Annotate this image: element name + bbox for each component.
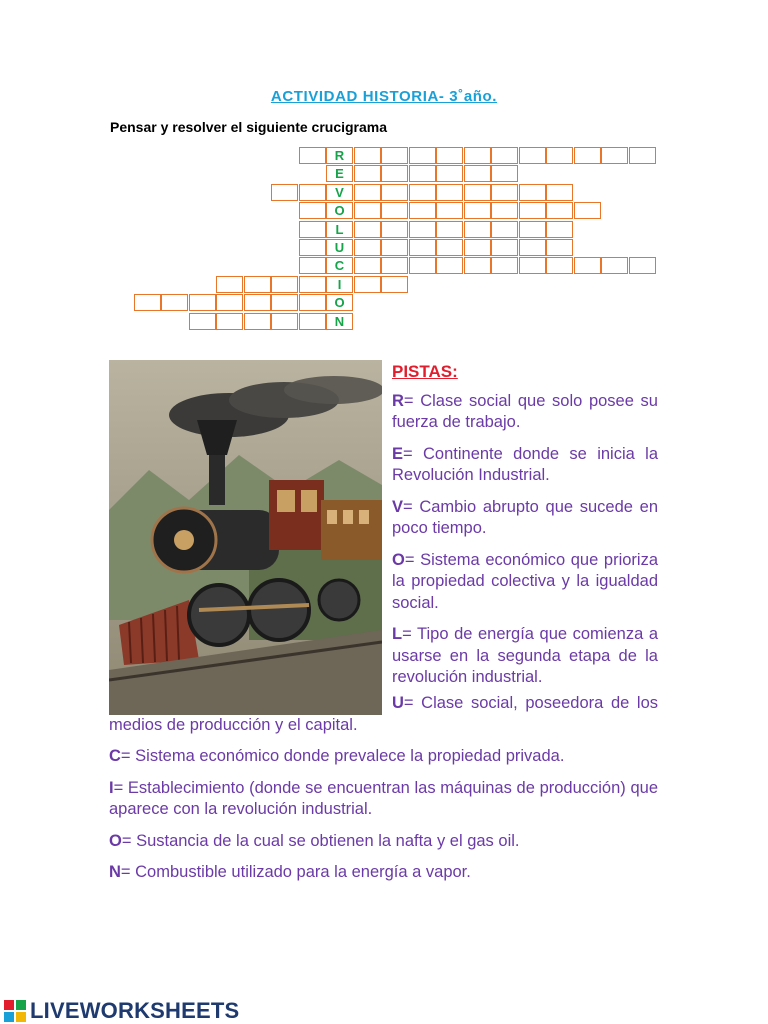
answer-cell[interactable] (271, 184, 298, 201)
answer-cell[interactable] (299, 202, 326, 219)
page-title: ACTIVIDAD HISTORIA- 3˚año. (270, 88, 498, 105)
answer-cell[interactable] (381, 165, 408, 182)
answer-cell[interactable] (354, 147, 381, 164)
answer-cell[interactable] (629, 147, 656, 164)
key-letter: N (334, 314, 345, 329)
key-letter: O (334, 203, 345, 218)
answer-cell[interactable] (491, 257, 518, 274)
answer-cell[interactable] (381, 221, 408, 238)
locomotive-image (109, 360, 382, 715)
answer-cell[interactable] (134, 294, 161, 311)
answer-cell[interactable] (574, 202, 601, 219)
answer-cell[interactable] (491, 221, 518, 238)
answer-cell[interactable] (574, 257, 601, 274)
answer-cell[interactable] (491, 239, 518, 256)
answer-cell[interactable] (491, 165, 518, 182)
answer-cell[interactable] (519, 257, 546, 274)
answer-cell[interactable] (464, 165, 491, 182)
answer-cell[interactable] (381, 202, 408, 219)
answer-cell[interactable] (491, 147, 518, 164)
answer-cell[interactable] (546, 257, 573, 274)
answer-cell[interactable] (491, 202, 518, 219)
answer-cell[interactable] (409, 184, 436, 201)
answer-cell[interactable] (381, 276, 408, 293)
answer-cell[interactable] (519, 221, 546, 238)
answer-cell[interactable] (354, 276, 381, 293)
answer-cell[interactable] (299, 257, 326, 274)
key-letter: I (337, 277, 342, 292)
answer-cell[interactable] (381, 184, 408, 201)
answer-cell[interactable] (299, 239, 326, 256)
answer-cell[interactable] (436, 184, 463, 201)
answer-cell[interactable] (546, 147, 573, 164)
answer-cell[interactable] (409, 221, 436, 238)
answer-cell[interactable] (546, 184, 573, 201)
answer-cell[interactable] (436, 257, 463, 274)
key-letter: U (334, 240, 345, 255)
answer-cell[interactable] (409, 239, 436, 256)
answer-cell[interactable] (519, 239, 546, 256)
answer-cell[interactable] (464, 239, 491, 256)
clue-item: O= Sustancia de la cual se obtienen la nafta y el gas oil. (109, 831, 520, 850)
answer-cell[interactable] (546, 221, 573, 238)
answer-cell[interactable] (244, 276, 271, 293)
clue-item: C= Sistema económico donde prevalece la propiedad privada. (109, 747, 565, 765)
answer-cell[interactable] (519, 147, 546, 164)
answer-cell[interactable] (161, 294, 188, 311)
answer-cell[interactable] (409, 202, 436, 219)
answer-cell[interactable] (464, 147, 491, 164)
answer-cell[interactable] (409, 257, 436, 274)
answer-cell[interactable] (354, 257, 381, 274)
clue-item: V= Cambio abrupto que sucede en poco tiempo. (392, 497, 658, 537)
clue-item: L= Tipo de energía que comienza a usarse en la segunda etapa de la revolución industrial. (392, 625, 658, 686)
key-letter: L (335, 222, 344, 237)
instruction-text: Pensar y resolver el siguiente crucigrama (110, 119, 388, 135)
liveworksheets-logo[interactable] (4, 998, 239, 1024)
answer-cell[interactable] (299, 184, 326, 201)
answer-cell[interactable] (436, 147, 463, 164)
answer-cell[interactable] (299, 276, 326, 293)
answer-cell[interactable] (464, 184, 491, 201)
answer-cell[interactable] (546, 202, 573, 219)
key-letter: V (335, 185, 344, 200)
answer-cell[interactable] (409, 147, 436, 164)
answer-cell[interactable] (299, 294, 326, 311)
crossword-grid (0, 0, 768, 340)
answer-cell[interactable] (491, 184, 518, 201)
answer-cell[interactable] (436, 221, 463, 238)
clue-item: U= Clase social, poseedora de los medios de producción y el capital. (109, 694, 658, 734)
key-letter: C (334, 258, 345, 273)
answer-cell[interactable] (354, 184, 381, 201)
answer-cell[interactable] (299, 221, 326, 238)
answer-cell[interactable] (464, 202, 491, 219)
answer-cell[interactable] (244, 294, 271, 311)
clues-heading: PISTAS: (392, 362, 458, 381)
answer-cell[interactable] (436, 165, 463, 182)
answer-cell[interactable] (464, 221, 491, 238)
answer-cell[interactable] (601, 257, 628, 274)
clue-item: E= Continente donde se inicia la Revolución Industrial. (392, 444, 658, 484)
answer-cell[interactable] (216, 313, 243, 330)
key-letter: E (335, 166, 344, 181)
answer-cell[interactable] (271, 294, 298, 311)
clue-item: I= Establecimiento (donde se encuentran las máquinas de producción) que aparece con la revolución industrial. (109, 778, 658, 818)
answer-cell[interactable] (216, 276, 243, 293)
answer-cell[interactable] (381, 257, 408, 274)
answer-cell[interactable] (271, 276, 298, 293)
answer-cell[interactable] (436, 202, 463, 219)
answer-cell[interactable] (464, 257, 491, 274)
answer-cell[interactable] (381, 147, 408, 164)
answer-cell[interactable] (189, 294, 216, 311)
answer-cell[interactable] (271, 313, 298, 330)
answer-cell[interactable] (629, 257, 656, 274)
key-letter: R (334, 148, 345, 163)
answer-cell[interactable] (519, 202, 546, 219)
answer-cell[interactable] (216, 294, 243, 311)
answer-cell[interactable] (354, 202, 381, 219)
answer-cell[interactable] (299, 313, 326, 330)
logo-icon (4, 1000, 26, 1022)
answer-cell[interactable] (519, 184, 546, 201)
answer-cell[interactable] (436, 239, 463, 256)
answer-cell[interactable] (354, 239, 381, 256)
key-letter: O (334, 295, 345, 310)
clue-item: R= Clase social que solo posee su fuerza de trabajo. (392, 391, 658, 431)
answer-cell[interactable] (354, 165, 381, 182)
clue-item: O= Sistema económico que prioriza la propiedad colectiva y la igualdad social. (392, 550, 658, 612)
answer-cell[interactable] (409, 165, 436, 182)
answer-cell[interactable] (574, 147, 601, 164)
answer-cell[interactable] (601, 147, 628, 164)
answer-cell[interactable] (381, 239, 408, 256)
answer-cell[interactable] (299, 147, 326, 164)
answer-cell[interactable] (189, 313, 216, 330)
answer-cell[interactable] (354, 221, 381, 238)
clues-panel (392, 361, 658, 699)
clues-panel-wide (109, 693, 658, 894)
clue-item: N= Combustible utilizado para la energía a vapor. (109, 863, 471, 881)
logo-text: LIVEWORKSHEETS (30, 998, 240, 1023)
answer-cell[interactable] (546, 239, 573, 256)
answer-cell[interactable] (244, 313, 271, 330)
